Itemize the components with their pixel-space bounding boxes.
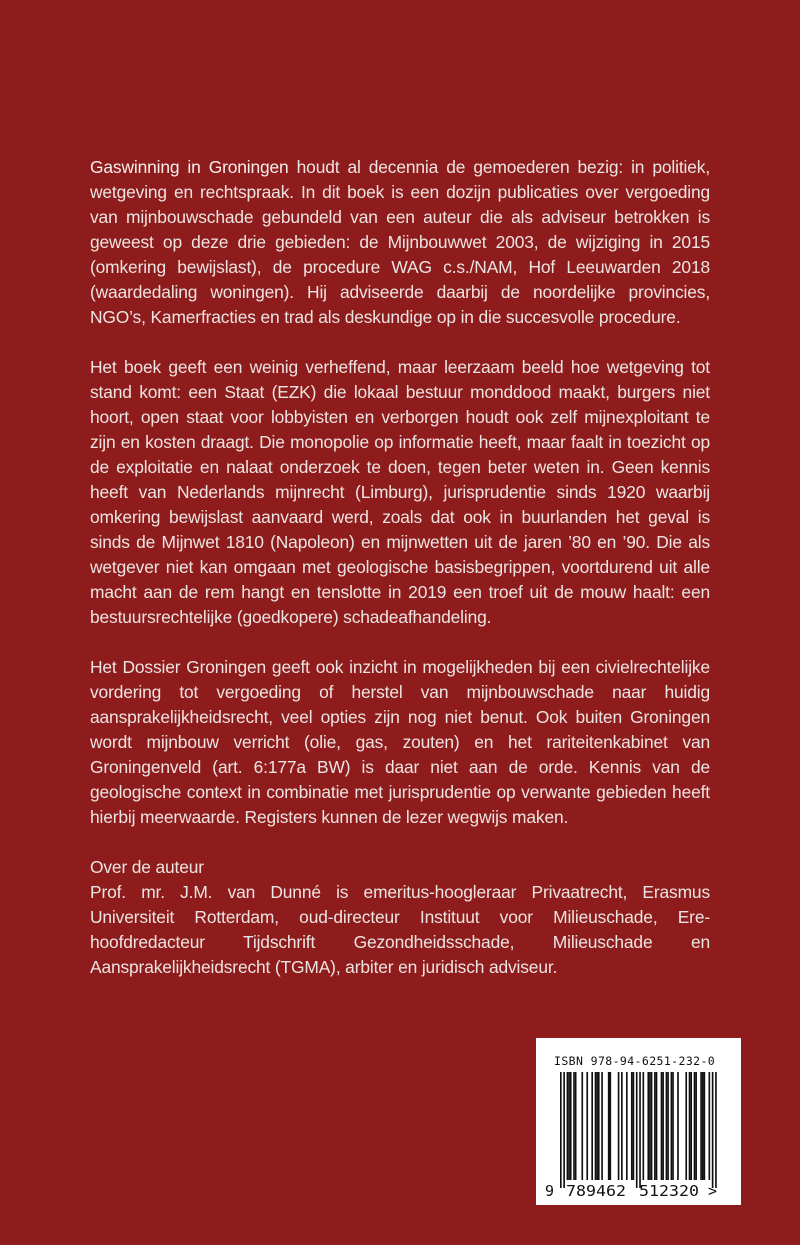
barcode-bar <box>666 1072 668 1180</box>
barcode-bar <box>581 1072 583 1180</box>
barcode-left-digits: 789462 <box>566 1182 626 1200</box>
barcode-bar <box>570 1072 572 1180</box>
paragraph-critique: Het boek geeft een weinig verheffend, maar leerzaam beeld hoe wetgeving tot stand komt: een Staat (EZK) die lokaal bestuur monddood maakt, burgers niet hoort, open staat voor lobbyisten en verborgen houdt ook zelf mijnexploitant te zijn en kosten draagt. Die monopolie op informatie heeft, maar faalt in toezicht op de exploitatie en nalaat onderzoek te doen, tegen beter weten in. Geen kennis heeft van Nederlands mijnrecht (Limburg), jurisprudentie sinds 1920 waarbij omkering bewijslast aanvaard werd, zoals dat ook in buurlanden het geval is sinds de Mijnwet 1810 (Napoleon) en mijnwetten uit de jaren ’80 en ’90. Die als wetgever niet kan omgaan met geologische basisbegrippen, voortdurend uit alle macht aan de rem hangt en tenslotte in 2019 een troef uit de mouw haalt: een bestuursrechtelijke (goedkopere) schadeafhandeling. <box>90 357 710 627</box>
barcode-bar <box>586 1072 588 1180</box>
barcode-bar <box>695 1072 697 1180</box>
barcode-bar <box>568 1072 570 1180</box>
about-author-heading: Over de auteur <box>90 857 204 877</box>
barcode-bar <box>595 1072 597 1180</box>
barcode-bar <box>685 1072 687 1180</box>
barcode-bar <box>596 1072 598 1180</box>
barcode-right-digits: 512320 <box>639 1182 699 1200</box>
barcode-bar <box>690 1072 692 1180</box>
paragraph-intro-lead: Gaswinning in Groningen <box>90 157 289 177</box>
barcode-bar <box>601 1072 603 1180</box>
barcode-bar <box>631 1072 633 1180</box>
barcode-bar <box>591 1072 593 1180</box>
about-author-body: Prof. mr. J.M. van Dunné is emeritus-hoogleraar Privaatrecht, Erasmus Universiteit Rotterdam, oud-directeur Instituut voor Milieuschade, Ere-hoofdredacteur Tijdschrift Gezondheidsschade, Milieuschade en Aansprakelijkheidsrecht (TGMA), arbiter en juridisch adviseur. <box>90 882 710 977</box>
isbn-barcode-box <box>536 1038 741 1205</box>
barcode-bar <box>715 1072 717 1188</box>
barcode-bar <box>567 1072 569 1180</box>
ean13-barcode <box>536 1038 741 1205</box>
barcode-end-mark: > <box>708 1182 718 1200</box>
barcode-bar <box>712 1072 714 1188</box>
barcode-bar <box>709 1072 711 1180</box>
barcode-bar <box>689 1072 691 1180</box>
paragraph-dossier: Het Dossier Groningen geeft ook inzicht in mogelijkheden bij een civielrechtelijke vordering tot vergoeding of herstel van mijnbouwschade naar huidig aansprakelijkheidsrecht, veel opties zijn nog niet benut. Ook buiten Groningen wordt mijnbouw verricht (olie, gas, zouten) en het rariteitenkabinet van Groningenveld (art. 6:177a BW) is daar niet aan de orde. Kennis van de geologische context in combinatie met jurisprudentie op verwante gebieden heeft hierbij meerwaarde. Registers kunnen de lezer wegwijs maken. <box>90 657 710 827</box>
barcode-bar <box>649 1072 651 1180</box>
isbn-label: ISBN 978-94-6251-232-0 <box>554 1054 716 1068</box>
barcode-bar <box>573 1072 575 1180</box>
barcode-bar <box>563 1072 565 1188</box>
barcode-bar <box>662 1072 664 1180</box>
barcode-bar <box>575 1072 577 1180</box>
barcode-bar <box>661 1072 663 1180</box>
barcode-bar <box>633 1072 635 1180</box>
barcode-bar <box>618 1072 620 1180</box>
barcode-bar <box>636 1072 638 1188</box>
barcode-bar <box>647 1072 649 1180</box>
barcode-bar <box>608 1072 610 1180</box>
barcode-bar <box>672 1072 674 1180</box>
barcode-bar <box>643 1072 645 1180</box>
barcode-bar <box>651 1072 653 1180</box>
paragraph-intro <box>90 155 710 330</box>
barcode-bar <box>598 1072 600 1180</box>
barcode-first-digit: 9 <box>545 1182 555 1200</box>
blurb-text <box>90 155 710 980</box>
barcode-bar <box>626 1072 628 1180</box>
barcode-bars <box>560 1072 717 1188</box>
barcode-bar <box>621 1072 623 1180</box>
barcode-bar <box>667 1072 669 1180</box>
barcode-bar <box>656 1072 658 1180</box>
barcode-bar <box>639 1072 641 1188</box>
barcode-bar <box>671 1072 673 1180</box>
paragraph-intro-body: houdt al decennia de gemoederen bezig: in politiek, wetgeving en rechtspraak. In dit boek is een dozijn publicaties over vergoeding van mijnbouwschade gebundeld van een auteur die als adviseur betrokken is geweest op deze drie gebieden: de Mijnbouwwet 2003, de wijziging in 2015 (omkering bewijslast), de procedure WAG c.s./NAM, Hof Leeuwarden 2018 (waardedaling woningen). Hij adviseerde daarbij de noordelijke provincies, NGO’s, Kamerfracties en trad als deskundige op in die succesvolle procedure. <box>90 157 710 327</box>
barcode-bar <box>560 1072 562 1188</box>
barcode-bar <box>704 1072 706 1180</box>
barcode-bar <box>677 1072 679 1180</box>
barcode-bar <box>694 1072 696 1180</box>
barcode-bar <box>702 1072 704 1180</box>
barcode-bar <box>654 1072 656 1180</box>
barcode-bar <box>610 1072 612 1180</box>
barcode-bar <box>700 1072 702 1180</box>
